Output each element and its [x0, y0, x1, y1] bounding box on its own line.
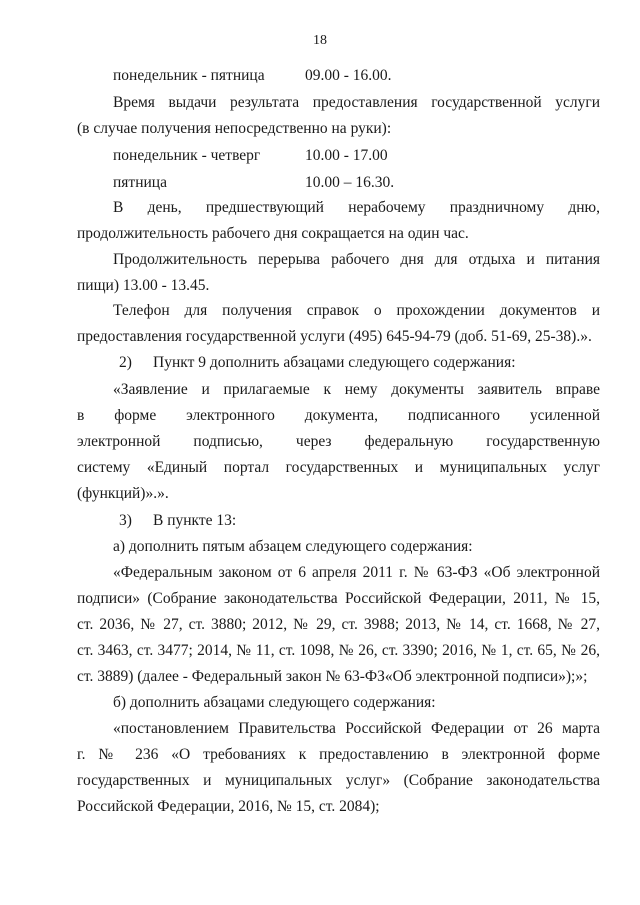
- item-number: 2): [119, 354, 132, 371]
- subitem-a: а) дополнить пятым абзацем следующего содержания:: [113, 538, 473, 555]
- quote-line: «Федеральным законом от 6 апреля 2011 г. № 63-ФЗ «Об электронной: [113, 564, 600, 581]
- schedule-time: 09.00 - 16.00.: [305, 67, 392, 84]
- schedule-time: 10.00 – 16.30.: [305, 174, 395, 191]
- quote-line: (функций)».».: [77, 485, 169, 502]
- quote-line: систему «Единый портал государственных и муниципальных услуг: [77, 459, 600, 476]
- subitem-b: б) дополнить абзацами следующего содержания:: [113, 694, 436, 711]
- quote-line: «постановлением Правительства Российской Федерации от 26 марта: [113, 720, 600, 737]
- quote-line: ст. 2036, № 27, ст. 3880; 2012, № 29, ст. 3988; 2013, № 14, ст. 1668, № 27,: [77, 616, 600, 633]
- quote-line: подписи» (Собрание законодательства Российской Федерации, 2011, № 15,: [77, 590, 600, 607]
- schedule-day: понедельник - четверг: [113, 147, 261, 164]
- preholiday-line: В день, предшествующий нерабочему праздничному дню,: [113, 199, 600, 216]
- preholiday-line: продолжительность рабочего дня сокращается на один час.: [77, 225, 469, 242]
- phone-line: Телефон для получения справок о прохождении документов и: [113, 302, 600, 319]
- issue-time-line: (в случае получения непосредственно на руки):: [77, 120, 392, 137]
- quote-line: ст. 3889) (далее - Федеральный закон № 63-ФЗ«Об электронной подписи»);»;: [77, 668, 588, 685]
- break-line: пищи) 13.00 - 13.45.: [77, 277, 210, 294]
- schedule-time: 10.00 - 17.00: [305, 147, 388, 164]
- phone-line: предоставления государственной услуги (495) 645-94-79 (доб. 51-69, 25-38).».: [77, 328, 592, 345]
- quote-line: Российской Федерации, 2016, № 15, ст. 2084);: [77, 798, 380, 815]
- break-line: Продолжительность перерыва рабочего дня для отдыха и питания: [113, 251, 600, 268]
- item-text: Пункт 9 дополнить абзацами следующего содержания:: [153, 354, 516, 371]
- quote-line: ст. 3463, ст. 3477; 2014, № 11, ст. 1098, № 26, ст. 3390; 2016, № 1, ст. 65, № 26,: [77, 642, 600, 659]
- quote-line: в форме электронного документа, подписанного усиленной: [77, 407, 600, 424]
- page-number: 18: [313, 33, 327, 48]
- item-text: В пункте 13:: [153, 512, 237, 529]
- quote-line: электронной подписью, через федеральную государственную: [77, 433, 600, 450]
- schedule-day: понедельник - пятница: [113, 67, 265, 84]
- issue-time-line: Время выдачи результата предоставления государственной услуги: [113, 94, 600, 111]
- item-number: 3): [119, 512, 132, 529]
- quote-line: «Заявление и прилагаемые к нему документы заявитель вправе: [113, 381, 600, 398]
- quote-line: государственных и муниципальных услуг» (Собрание законодательства: [77, 772, 600, 789]
- schedule-day: пятница: [113, 174, 167, 191]
- quote-line: г. № 236 «О требованиях к предоставлению в электронной форме: [77, 746, 600, 763]
